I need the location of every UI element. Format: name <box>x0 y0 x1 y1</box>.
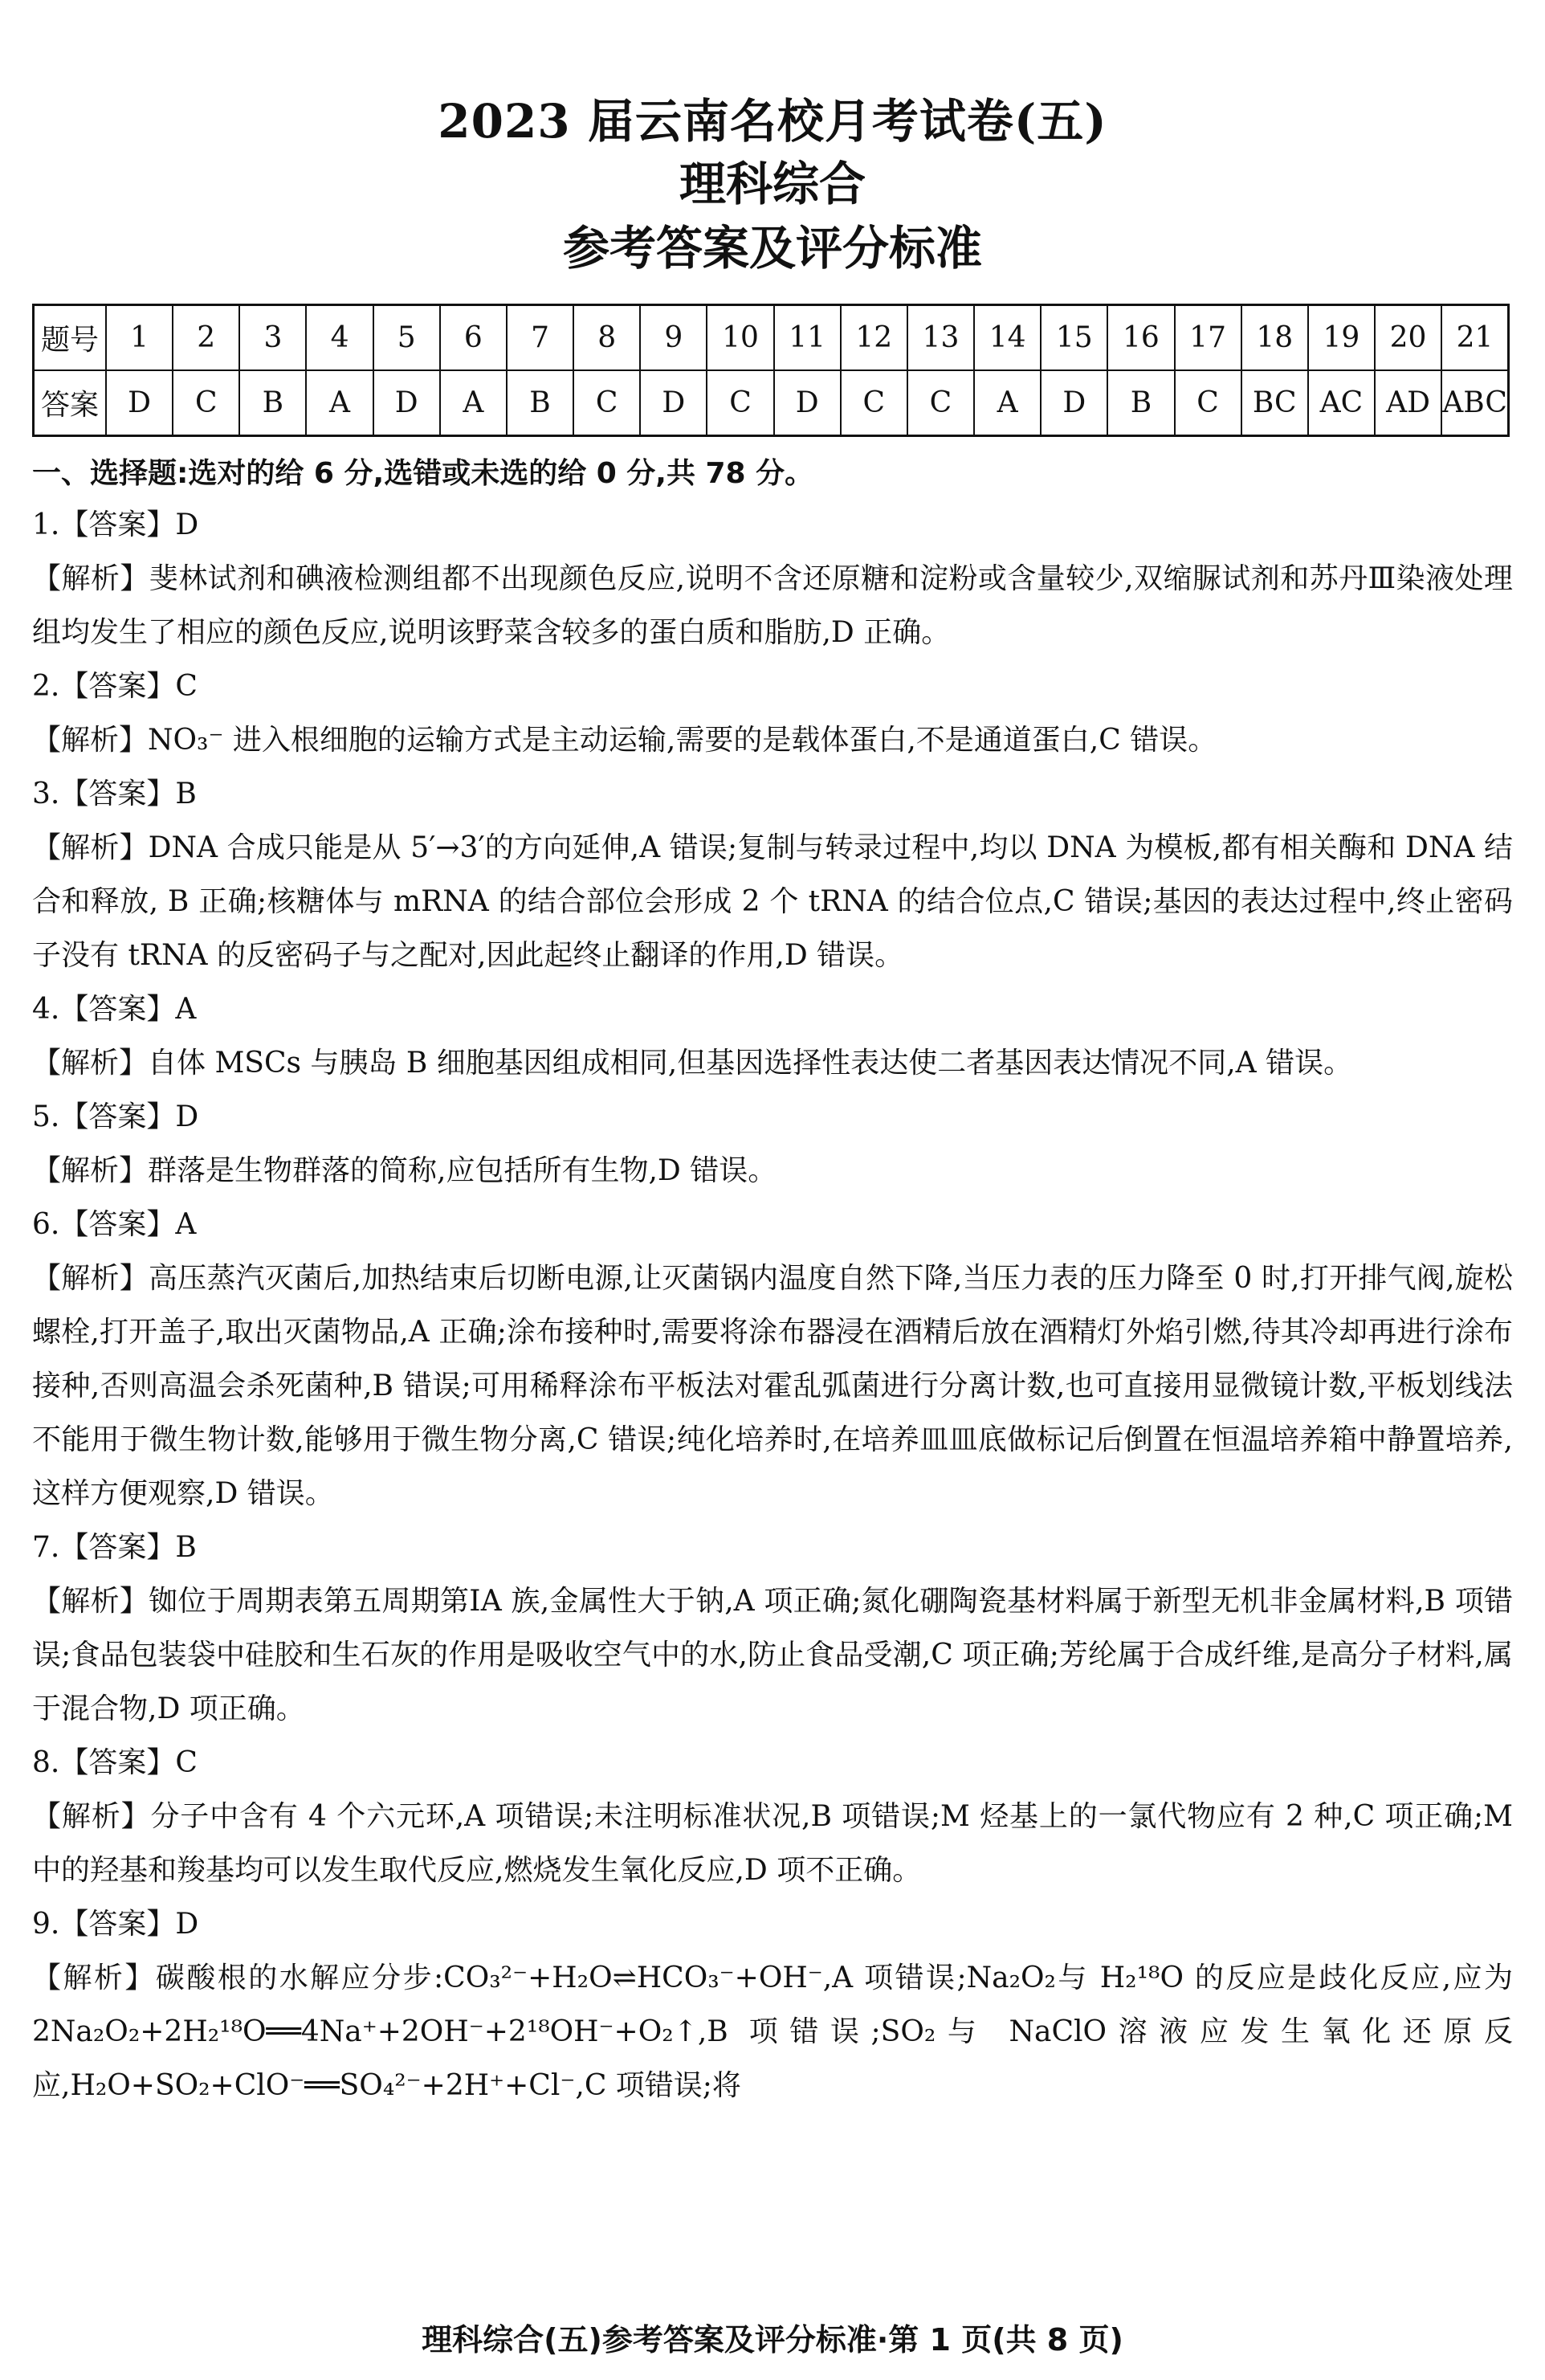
row-label-answer: 答案 <box>34 370 107 436</box>
answer-cell: D <box>106 370 173 436</box>
question-answer: 3.【答案】B <box>32 778 197 810</box>
answer-cell: B <box>507 370 573 436</box>
answer-cell: AD <box>1375 370 1441 436</box>
question-answer: 2.【答案】C <box>32 670 198 703</box>
question-analysis: 【解析】高压蒸汽灭菌后,加热结束后切断电源,让灭菌锅内温度自然下降,当压力表的压力降至 0 时,打开排气阀,旋松螺栓,打开盖子,取出灭菌物品,A 正确;涂布接种时,需要将涂布器浸在酒精后放在酒精灯外焰引燃,待其冷却再进行涂布接种,否则高温会杀死菌种,B 错误;可用稀释涂布平板法对霍乱弧菌进行分离计数,也可直接用显微镜计数,平板划线法不能用于微生物计数,能够用于微生物分离,C 错误;纯化培养时,在培养皿皿底做标记后倒置在恒温培养箱中静置培养,这样方便观察,D 错误。 <box>32 1262 1513 1510</box>
question-number: 2 <box>173 305 239 371</box>
answer-key-title: 参考答案及评分标准 <box>562 221 982 276</box>
question-number: 17 <box>1175 305 1241 371</box>
question-number: 14 <box>974 305 1041 371</box>
answer-cell: C <box>841 370 907 436</box>
answer-cell: B <box>239 370 306 436</box>
answer-row <box>34 370 1509 436</box>
answer-cell: D <box>774 370 841 436</box>
answer-cell: D <box>1041 370 1107 436</box>
answer-cell: C <box>707 370 773 436</box>
question-answer: 9.【答案】D <box>32 1908 199 1941</box>
exam-title: 2023 届云南名校月考试卷(五) <box>438 94 1107 149</box>
question-block <box>32 1198 1513 1521</box>
question-number: 12 <box>841 305 907 371</box>
question-analysis: 【解析】碳酸根的水解应分步:CO₃²⁻+H₂O⇌HCO₃⁻+OH⁻,A 项错误;Na₂O₂与 H₂¹⁸O 的反应是歧化反应,应为 2Na₂O₂+2H₂¹⁸O══4Na⁺+2OH⁻+2¹⁸OH⁻+O₂↑,B 项错误;SO₂与 NaClO溶液应发生氧化还原反应,H₂O+SO₂+ClO⁻══SO₄²⁻+2H⁺+Cl⁻,C 项错误;将 <box>32 1962 1513 2102</box>
answer-cell: C <box>173 370 239 436</box>
section-title: 一、选择题:选对的给 6 分,选错或未选的给 0 分,共 78 分。 <box>32 457 814 490</box>
question-number: 11 <box>774 305 841 371</box>
answer-cell: C <box>1175 370 1241 436</box>
question-block <box>32 1736 1513 1897</box>
answer-cell: C <box>907 370 974 436</box>
question-answer: 7.【答案】B <box>32 1531 197 1564</box>
question-analysis: 【解析】自体 MSCs 与胰岛 B 细胞基因组成相同,但基因选择性表达使二者基因表达情况不同,A 错误。 <box>32 1047 1353 1080</box>
question-analysis: 【解析】铷位于周期表第五周期第ⅠA 族,金属性大于钠,A 项正确;氮化硼陶瓷基材料属于新型无机非金属材料,B 项错误;食品包装袋中硅胶和生石灰的作用是吸收空气中的水,防止食品受潮,C 项正确;芳纶属于合成纤维,是高分子材料,属于混合物,D 项正确。 <box>32 1585 1513 1725</box>
question-analysis: 【解析】分子中含有 4 个六元环,A 项错误;未注明标准状况,B 项错误;M 烃基上的一氯代物应有 2 种,C 项正确;M 中的羟基和羧基均可以发生取代反应,燃烧发生氧化反应,D 项不正确。 <box>32 1800 1513 1887</box>
answer-cell: BC <box>1241 370 1308 436</box>
question-number-row <box>34 305 1509 371</box>
question-answer: 4.【答案】A <box>32 993 197 1026</box>
question-number: 6 <box>440 305 507 371</box>
question-block <box>32 1521 1513 1736</box>
question-number: 4 <box>306 305 373 371</box>
question-number: 5 <box>373 305 440 371</box>
page-footer: 理科综合(五)参考答案及评分标准·第 1 页(共 8 页) <box>422 2322 1123 2358</box>
question-number: 15 <box>1041 305 1107 371</box>
question-number: 1 <box>106 305 173 371</box>
question-answer: 8.【答案】C <box>32 1746 198 1779</box>
question-answer: 5.【答案】D <box>32 1100 199 1133</box>
row-label-number: 题号 <box>34 305 107 371</box>
answer-cell: AC <box>1308 370 1375 436</box>
question-number: 16 <box>1107 305 1174 371</box>
question-analysis: 【解析】DNA 合成只能是从 5′→3′的方向延伸,A 错误;复制与转录过程中,均以 DNA 为模板,都有相关酶和 DNA 结合和释放, B 正确;核糖体与 mRNA 的结合部位会形成 2 个 tRNA 的结合位点,C 错误;基因的表达过程中,终止密码子没有 tRNA 的反密码子与之配对,因此起终止翻译的作用,D 错误。 <box>32 831 1513 972</box>
question-number: 9 <box>640 305 707 371</box>
answer-cell: D <box>373 370 440 436</box>
question-number: 19 <box>1308 305 1375 371</box>
question-number: 18 <box>1241 305 1308 371</box>
question-answer: 6.【答案】A <box>32 1208 197 1241</box>
question-number: 21 <box>1441 305 1508 371</box>
question-number: 8 <box>573 305 640 371</box>
question-block <box>32 767 1513 982</box>
question-number: 10 <box>707 305 773 371</box>
question-answer: 1.【答案】D <box>32 508 199 541</box>
answer-cell: A <box>306 370 373 436</box>
title-block <box>0 90 1545 281</box>
subject-title: 理科综合 <box>679 157 866 211</box>
answer-table <box>32 304 1510 437</box>
question-analysis: 【解析】斐林试剂和碘液检测组都不出现颜色反应,说明不含还原糖和淀粉或含量较少,双缩脲试剂和苏丹Ⅲ染液处理组均发生了相应的颜色反应,说明该野菜含较多的蛋白质和脂肪,D 正确。 <box>32 562 1513 649</box>
question-number: 7 <box>507 305 573 371</box>
answer-cell: B <box>1107 370 1174 436</box>
answer-cell: C <box>573 370 640 436</box>
question-number: 20 <box>1375 305 1441 371</box>
question-block <box>32 498 1513 659</box>
question-number: 3 <box>239 305 306 371</box>
question-block <box>32 1090 1513 1198</box>
answer-cell: A <box>974 370 1041 436</box>
answer-cell: D <box>640 370 707 436</box>
question-block <box>32 982 1513 1090</box>
question-number: 13 <box>907 305 974 371</box>
answer-cell: ABC <box>1441 370 1508 436</box>
question-block <box>32 1897 1513 2113</box>
answer-explanations <box>32 450 1513 2113</box>
question-analysis: 【解析】NO₃⁻ 进入根细胞的运输方式是主动运输,需要的是载体蛋白,不是通道蛋白,C 错误。 <box>32 724 1217 757</box>
question-block <box>32 659 1513 767</box>
question-analysis: 【解析】群落是生物群落的简称,应包括所有生物,D 错误。 <box>32 1154 777 1187</box>
answer-cell: A <box>440 370 507 436</box>
